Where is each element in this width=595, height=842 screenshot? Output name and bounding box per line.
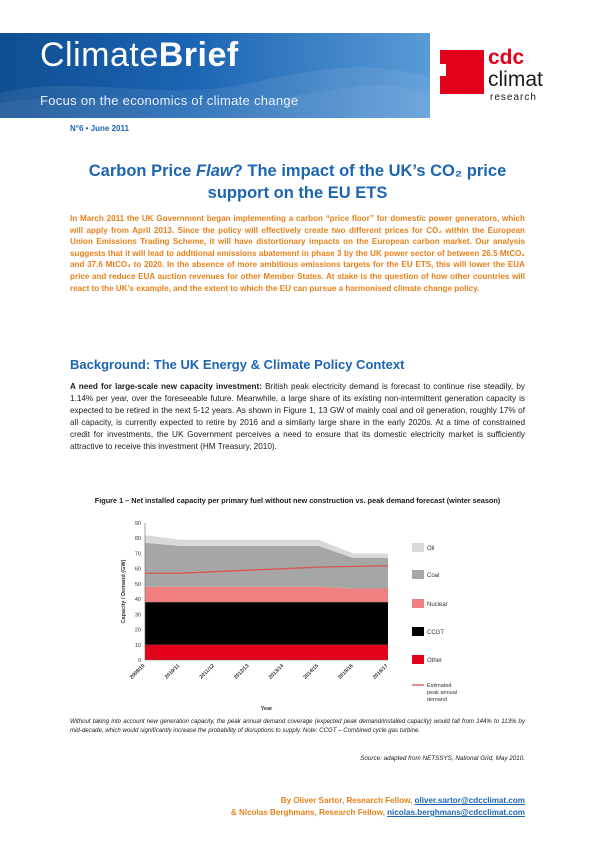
area-nuclear bbox=[145, 587, 388, 602]
legend-swatch-other bbox=[412, 655, 424, 664]
abstract: In March 2011 the UK Government began implementing a carbon “price floor” for domestic power generators, which will apply from April 2013. Since the policy will effectively create two different prices for CO₂ within the European Union Emissions Trading Scheme, it will have distortionary impacts on the European carbon market. Our analysis suggests that it will lead to additional emissions abatement in phase 3 by the UK power sector of between 26.5 MtCO₂ and 37.6 MtCO₂ to 2020. In the absence of more ambitious emissions targets for the EU ETS, this will lower the EUA price and reduce EUA auction revenues for other Member States. At stake is the question of how other countries will react to the UK’s example, and the extent to which the EU can pursue a harmonised climate change policy. bbox=[70, 214, 525, 293]
legend-label-demand: demand bbox=[427, 697, 447, 703]
legend-label-coal: Coal bbox=[427, 573, 440, 579]
x-tick-label: 2014/15 bbox=[302, 663, 320, 681]
area-ccgt bbox=[145, 602, 388, 645]
area-other bbox=[145, 645, 388, 660]
legend-swatch-ccgt bbox=[412, 627, 424, 636]
legend-swatch-coal bbox=[412, 570, 424, 579]
legend-label-ccgt: CCGT bbox=[427, 630, 444, 636]
x-tick-label: 2012/13 bbox=[233, 663, 251, 681]
legend-swatch-nuclear bbox=[412, 599, 424, 608]
x-tick-label: 2011/12 bbox=[198, 663, 216, 681]
logo-text-climat: climat bbox=[488, 68, 543, 91]
capacity-chart bbox=[70, 515, 525, 715]
author-email-link[interactable]: nicolas.berghmans@cdcclimat.com bbox=[387, 808, 525, 817]
x-axis-label: Year bbox=[260, 706, 273, 712]
x-tick-label: 2016/17 bbox=[371, 663, 390, 681]
y-axis-label: Capacity / Demand (GW) bbox=[121, 559, 127, 624]
brand-tagline: Focus on the economics of climate change bbox=[40, 93, 299, 108]
legend-label-oil: Oil bbox=[427, 546, 435, 552]
x-tick-label: 2010/11 bbox=[163, 663, 182, 681]
y-tick-label: 30 bbox=[134, 612, 141, 619]
y-tick-label: 70 bbox=[134, 551, 141, 558]
y-tick-label: 40 bbox=[134, 597, 141, 604]
y-tick-label: 0 bbox=[137, 658, 141, 664]
legend-label-nuclear: Nuclear bbox=[427, 602, 448, 608]
x-tick-label: 2015/16 bbox=[337, 663, 355, 681]
x-tick-label: 2013/14 bbox=[267, 663, 286, 681]
legend-swatch-oil bbox=[412, 543, 424, 552]
y-tick-label: 20 bbox=[134, 627, 141, 634]
document-title: Carbon Price Flaw? The impact of the UK’s CO₂ price support on the EU ETS bbox=[88, 162, 507, 202]
authors: By Oliver Sartor, Research Fellow, oliver.sartor@cdcclimat.com & Nicolas Berghmans, Research Fellow, nicolas.berghmans@cdcclimat.com bbox=[230, 796, 525, 817]
issue-number: N°6 • June 2011 bbox=[70, 124, 129, 133]
x-tick-label: 2009/10 bbox=[128, 663, 147, 681]
y-tick-label: 60 bbox=[134, 566, 141, 573]
area-coal bbox=[145, 543, 388, 589]
figure-caption: Figure 1 – Net installed capacity per primary fuel without new construction vs. peak demand forecast (winter season) bbox=[94, 496, 501, 505]
y-tick-label: 10 bbox=[134, 642, 141, 649]
brand-title: ClimateBrief bbox=[40, 36, 239, 74]
legend-label-demand: Estimated bbox=[427, 683, 452, 689]
y-tick-label: 50 bbox=[134, 581, 141, 588]
y-tick-label: 80 bbox=[134, 536, 141, 543]
y-tick-label: 90 bbox=[134, 521, 141, 527]
logo-text-cdc: cdc bbox=[488, 46, 525, 69]
author-email-link[interactable]: oliver.sartor@cdcclimat.com bbox=[414, 796, 525, 805]
logo-text-research: research bbox=[490, 92, 537, 103]
body-paragraph: A need for large-scale new capacity investment: British peak electricity demand is forecast to continue rise steadily, by 1.14% per year, over the foreseeable future. Meanwhile, a large share of its existing non-intermittent generation capacity is expected to be retired in the next 5-12 years. As shown in Figure 1, 13 GW of mainly coal and oil generation, roughly 17% of all capacity, is currently expected to retire by 2016 and a similarly large share in the early 2020s. At a time of constrained credit for investments, the UK Government perceives a need to ensure that its domestic electricity market is sufficiently attractive to receive this investment (HM Treasury, 2010). bbox=[70, 382, 525, 451]
legend-label-other: Other bbox=[427, 658, 443, 664]
figure-note: Without taking into account new generation capacity, the peak annual demand coverage (expected peak demand/installed capacity) would fall from 144% to 113% by mid-decade, which would significantly increase the probability of disruptions to supply. Note: CCGT – Combined cycle gas turbine. bbox=[70, 718, 525, 734]
legend-label-demand: peak annual bbox=[427, 690, 457, 696]
cdc-logo-mark bbox=[440, 50, 484, 94]
figure-source: Source: adapted from NETSSYS, National Grid, May 2010. bbox=[360, 755, 525, 762]
section-heading: Background: The UK Energy & Climate Policy Context bbox=[70, 357, 405, 372]
